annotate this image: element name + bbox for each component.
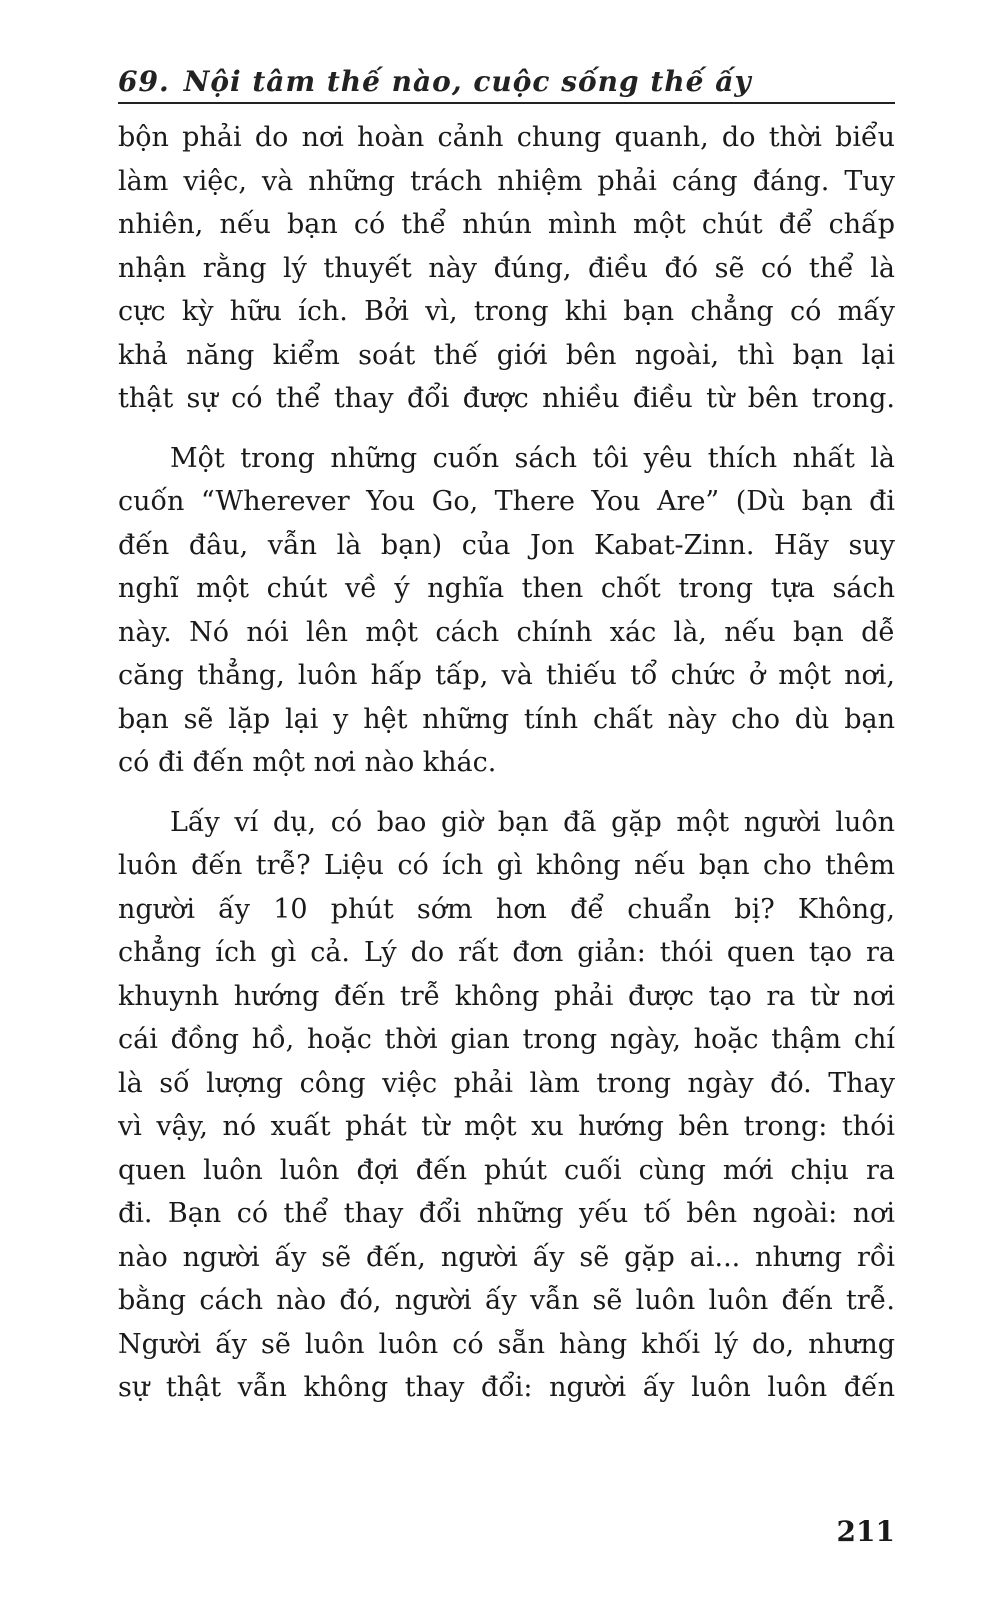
text-line: cực kỳ hữu ích. Bởi vì, trong khi bạn chẳng có mấy — [118, 296, 895, 327]
text-line: khả năng kiểm soát thế giới bên ngoài, thì bạn lại — [118, 339, 895, 371]
text-line: người ấy 10 phút sớm hơn để chuẩn bị? Không, — [118, 893, 895, 925]
paragraph — [118, 801, 895, 1410]
text-line: chẳng ích gì cả. Lý do rất đơn giản: thói quen tạo ra — [118, 937, 895, 968]
text-line: Người ấy sẽ luôn luôn có sẵn hàng khối lý do, nhưng — [118, 1328, 895, 1360]
page-number: 211 — [836, 1515, 895, 1548]
text-line: bạn sẽ lặp lại y hệt những tính chất này cho dù bạn — [118, 703, 895, 735]
text-line: cái đồng hồ, hoặc thời gian trong ngày, hoặc thậm chí — [118, 1024, 895, 1055]
text-line: bằng cách nào đó, người ấy vẫn sẽ luôn luôn đến trễ. — [118, 1285, 895, 1316]
body-text — [118, 116, 895, 1410]
text-line: làm việc, và những trách nhiệm phải cáng đáng. Tuy — [118, 165, 895, 197]
text-line: đi. Bạn có thể thay đổi những yếu tố bên ngoài: nơi — [118, 1198, 895, 1229]
book-page — [118, 58, 895, 1548]
text-line: đến đâu, vẫn là bạn) của Jon Kabat-Zinn. Hãy suy — [118, 529, 895, 561]
text-line: Lấy ví dụ, có bao giờ bạn đã gặp một người luôn — [170, 806, 895, 838]
paragraph — [118, 437, 895, 785]
text-line: cuốn “Wherever You Go, There You Are” (Dù bạn đi — [118, 486, 895, 517]
text-line: vì vậy, nó xuất phát từ một xu hướng bên trong: thói — [118, 1111, 895, 1142]
text-line: nghĩ một chút về ý nghĩa then chốt trong tựa sách — [118, 573, 895, 604]
paragraph — [118, 116, 895, 421]
running-header — [118, 58, 895, 98]
chapter-number: 69. — [118, 65, 170, 98]
text-line: này. Nó nói lên một cách chính xác là, nếu bạn dễ — [118, 616, 895, 648]
text-line: nhận rằng lý thuyết này đúng, điều đó sẽ có thể là — [118, 252, 895, 284]
text-line: thật sự có thể thay đổi được nhiều điều từ bên trong. — [118, 383, 895, 414]
text-line: Một trong những cuốn sách tôi yêu thích nhất là — [170, 442, 895, 474]
text-line: sự thật vẫn không thay đổi: người ấy luôn luôn đến — [118, 1372, 895, 1403]
text-line: là số lượng công việc phải làm trong ngày đó. Thay — [118, 1067, 895, 1099]
header-rule — [118, 102, 895, 104]
text-line: nhiên, nếu bạn có thể nhún mình một chút để chấp — [118, 209, 895, 240]
text-line: nào người ấy sẽ đến, người ấy sẽ gặp ai... nhưng rồi — [118, 1241, 895, 1273]
text-line: khuynh hướng đến trễ không phải được tạo ra từ nơi — [118, 980, 895, 1012]
text-line: căng thẳng, luôn hấp tấp, và thiếu tổ chức ở một nơi, — [118, 660, 895, 691]
text-line: có đi đến một nơi nào khác. — [118, 747, 497, 778]
text-line: quen luôn luôn đợi đến phút cuối cùng mới chịu ra — [118, 1154, 895, 1186]
text-line: bộn phải do nơi hoàn cảnh chung quanh, do thời biểu — [118, 122, 895, 153]
text-line: luôn đến trễ? Liệu có ích gì không nếu bạn cho thêm — [118, 850, 895, 881]
chapter-title: Nội tâm thế nào, cuộc sống thế ấy — [183, 65, 752, 98]
